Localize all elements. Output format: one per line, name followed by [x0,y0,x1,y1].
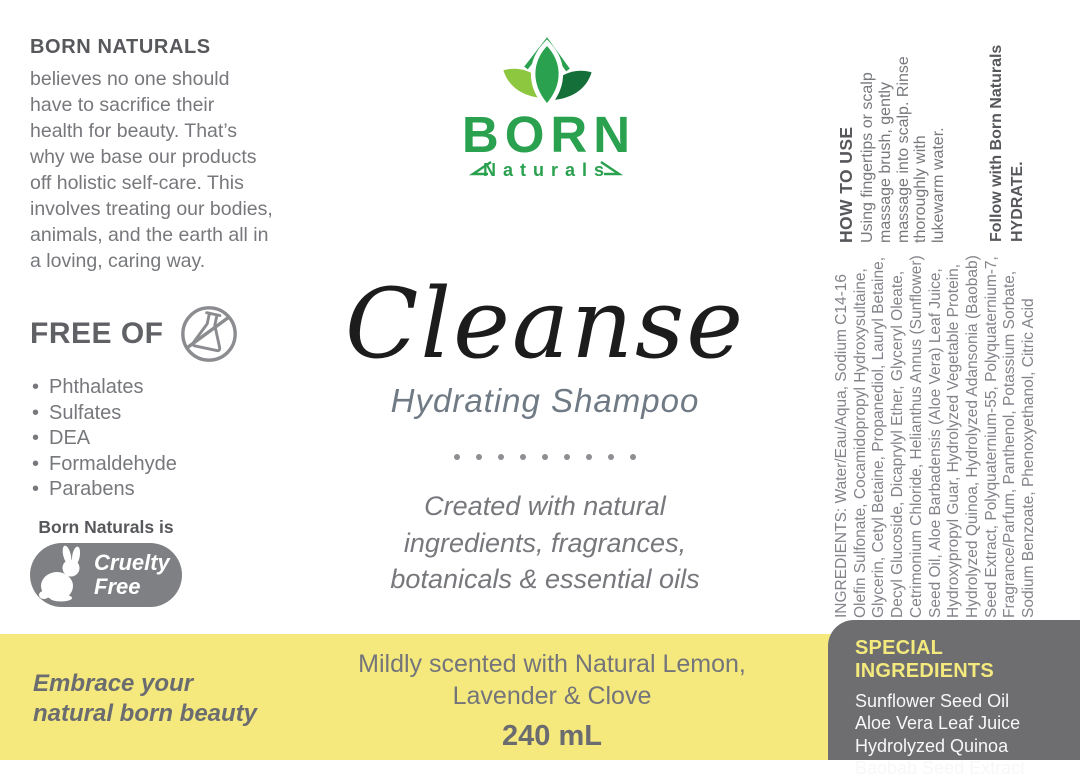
follow-with-line: Follow with Born Naturals [988,44,1005,242]
cruelty-free-badge-text: Cruelty Free [94,550,170,599]
ingredients-line: Olefin Sulfonate, Cocamidopropyl Hydroxysultaine, [851,268,869,618]
logo-brand-text: BORN [461,106,637,163]
brand-statement-line: involves treating our bodies, [30,198,273,220]
brand-statement-line: why we base our products [30,146,257,168]
ingredients-line: Seed Extract, Polyquaternium-55, Polyquaternium-7, [982,256,1000,618]
ingredients-line: Cetrimonium Chloride, Helianthus Annus (Sunflower) [907,255,925,618]
how-to-use-line: lukewarm water. [930,127,948,243]
scent-block [287,648,817,753]
ingredients-line: Sodium Benzoate, Phenoxyethanol, Citric Acid [1020,298,1038,618]
ingredients-line: Fragrance/Parfum, Panthenol, Potassium Sorbate, [1001,270,1019,618]
brand-statement-title: BORN NATURALS [30,36,211,58]
special-ingredients-box [828,620,1080,779]
ingredients-line: Decyl Glucoside, Dicaprylyl Ether, Glyceryl Oleate, [889,270,907,618]
free-of-heading: FREE OF [30,317,164,350]
free-of-item: • Formaldehyde [32,452,280,478]
ingredients-line: Glycerin, Cetyl Betaine, Propanediol, Lauryl Betaine, [870,256,888,618]
product-tagline: Created with natural ingredients, fragrances, botanicals & essential oils [390,491,700,594]
how-to-use-line: massage brush, gently [876,82,894,243]
special-ingredients-heading: SPECIAL INGREDIENTS [855,637,994,682]
special-ingredient-item: Sunflower Seed Oil [855,691,1010,711]
free-of-item: • DEA [32,426,280,452]
free-of-item: • Sulfates [32,401,280,427]
how-to-use-line: Using fingertips or scalp [859,72,876,243]
brand-statement-line: animals, and the earth all in [30,224,269,246]
free-of-list [32,375,280,503]
special-ingredient-item: Hydrolyzed Quinoa [855,735,1009,756]
how-to-use-line: massage into scalp. Rinse [894,56,912,243]
ingredients-line: INGREDIENTS: Water/Eau/Aqua, Sodium C14-16 [833,273,850,618]
logo-leaves-icon [433,16,653,188]
slogan: Embrace your natural born beauty [33,670,258,727]
ingredients-line: Hydrolyzed Quinoa, Hydrolyzed Adansonia (Baobab) [963,255,981,618]
scent-line: Mildly scented with Natural Lemon, [358,650,746,678]
product-block [280,268,810,598]
how-to-use-heading: HOW TO USE [836,126,856,243]
scent-line: Lavender & Clove [452,682,652,710]
ingredients-line: Seed Oil, Aloe Barbadensis (Aloe Vera) Leaf Juice, [926,268,944,618]
product-name: Cleanse [344,268,746,380]
dots-divider [280,454,810,460]
brand-statement [30,36,300,274]
how-to-use-line: thoroughly with [912,135,930,243]
free-of-item: • Parabens [32,477,280,503]
brand-statement-line: believes no one should [30,68,230,90]
cruelty-free-bunny-icon [30,545,92,605]
follow-with-line: HYDRATE. [1009,161,1026,242]
no-chemicals-flask-icon [178,303,240,365]
how-to-use-block [836,27,948,243]
free-of-section [30,303,280,503]
special-ingredient-item: Aloe Vera Leaf Juice [855,713,1021,734]
cruelty-free-lead: Born Naturals is [38,517,174,537]
ingredients-block [833,250,1039,618]
logo-sub-text: Naturals [482,160,612,180]
cruelty-free-badge [30,543,182,607]
product-type: Hydrating Shampoo [390,382,700,419]
born-naturals-logo [433,16,653,188]
free-of-item: • Phthalates [32,375,280,401]
follow-with-block [986,30,1028,242]
brand-statement-line: a loving, caring way. [30,250,206,272]
brand-statement-line: have to sacrifice their [30,94,215,116]
special-ingredient-item: Baobab Seed Extract [855,758,1026,779]
brand-statement-line: health for beauty. That’s [30,120,238,142]
brand-statement-line: off holistic self-care. This [30,172,244,194]
volume-text: 240 mL [502,720,602,752]
ingredients-line: Hydroxypropyl Guar, Hydrolyzed Vegetable Protein, [945,263,963,618]
